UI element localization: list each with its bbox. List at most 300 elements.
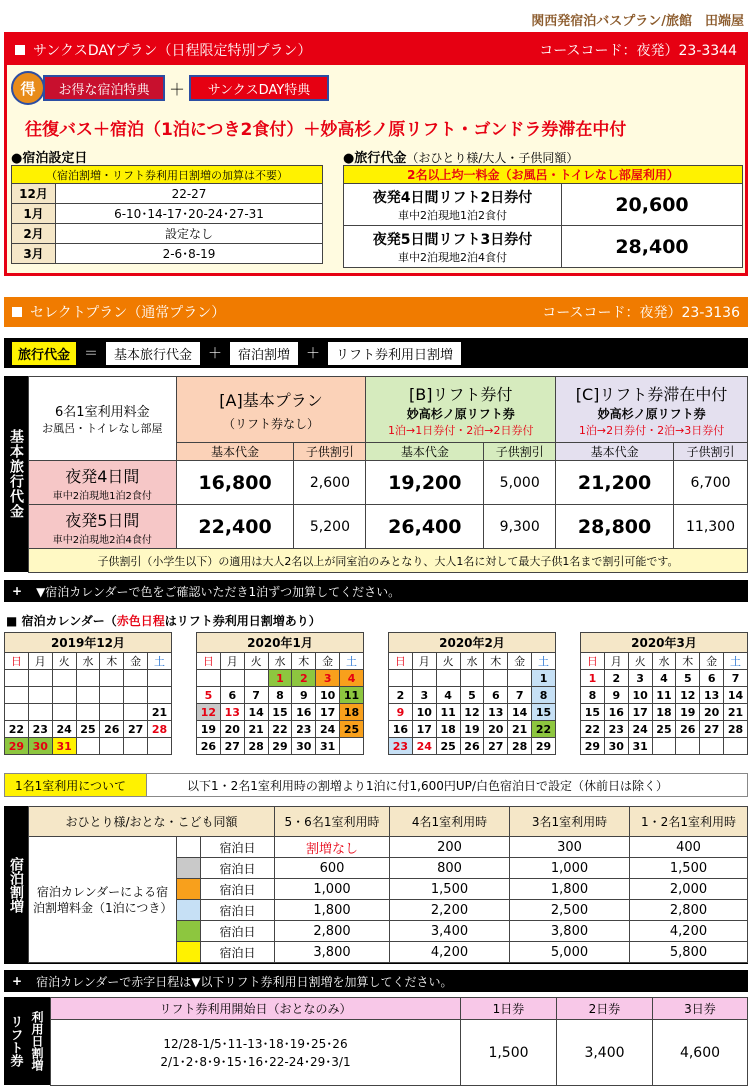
calendar-day: 21 xyxy=(244,721,268,738)
weekday-label: 日 xyxy=(197,653,221,670)
calendar-day: 31 xyxy=(52,738,76,755)
calendar-month xyxy=(196,632,364,755)
child-a: 2,600 xyxy=(294,461,366,505)
select-header xyxy=(4,297,748,327)
price-plan-name: 夜発4日間リフト2日券付 xyxy=(372,189,533,206)
price-c: 28,800 xyxy=(556,505,674,549)
child-c: 11,300 xyxy=(674,505,748,549)
calendar-day: 21 xyxy=(508,721,532,738)
surcharge-value: 1,800 xyxy=(275,900,390,921)
calendar-day: 6 xyxy=(484,687,508,704)
plus-sign: + xyxy=(12,974,23,988)
calendar-day xyxy=(100,670,124,687)
calendar-day: 3 xyxy=(316,670,340,687)
child-a: 5,200 xyxy=(294,505,366,549)
surcharge-value: 割増なし xyxy=(275,837,390,858)
weekday-label: 火 xyxy=(628,653,652,670)
dates-title: ●宿泊設定日 xyxy=(11,151,88,166)
month-days: 6-10･14-17･20-24･27-31 xyxy=(56,204,323,224)
calendar-day xyxy=(389,670,413,687)
equals-sign: ＝ xyxy=(84,346,99,362)
calendar-day: 16 xyxy=(604,704,628,721)
lift-dates: 12/28-1/5･11-13･18･19･25･26 xyxy=(163,1036,348,1051)
surcharge-value: 400 xyxy=(630,837,748,858)
calendar-day: 22 xyxy=(532,721,556,738)
calendar-day: 17 xyxy=(412,721,436,738)
calendar-day: 31 xyxy=(628,738,652,755)
child-c: 6,700 xyxy=(674,461,748,505)
select-title: セレクトプラン（通常プラン） xyxy=(12,302,225,322)
badge-thanksday: サンクスDAY特典 xyxy=(189,75,329,101)
child-note: 子供割引（小学生以下）の適用は大人2名以上が同室泊のみとなり、大人1名に対して最大子供1名まで割引可能です。 xyxy=(29,549,748,573)
surcharge-value: 1,000 xyxy=(510,858,630,879)
formula-base: 基本旅行代金 xyxy=(106,342,200,365)
plan-a-title: [A]基本プラン xyxy=(219,390,323,410)
calendar-day xyxy=(197,670,221,687)
calendar-instruction-bar xyxy=(4,580,748,602)
weekday-label: 金 xyxy=(316,653,340,670)
calendar-day: 13 xyxy=(484,704,508,721)
surcharge-label: 宿泊日 xyxy=(201,942,275,963)
calendar-day xyxy=(52,670,76,687)
calendar-day: 30 xyxy=(292,738,316,755)
surcharge-value: 4,200 xyxy=(630,921,748,942)
calendar-day: 28 xyxy=(244,738,268,755)
col-child: 子供割引 xyxy=(294,443,366,461)
surcharge-col: 4名1室利用時 xyxy=(390,807,510,837)
formula-stay: 宿泊割増 xyxy=(230,342,298,365)
plan-b-note: 1泊→1日券付・2泊→2日券付 xyxy=(388,423,534,437)
weekday-label: 土 xyxy=(340,653,364,670)
calendar-day xyxy=(5,687,29,704)
surcharge-col: 3名1室利用時 xyxy=(510,807,630,837)
calendar-day: 12 xyxy=(460,704,484,721)
corner-title: 6名1室利用料金 xyxy=(55,405,150,420)
calendar-day xyxy=(412,670,436,687)
weekday-label: 水 xyxy=(652,653,676,670)
child-b: 5,000 xyxy=(484,461,556,505)
calendar-day: 19 xyxy=(676,704,700,721)
plus-sign: ＋ xyxy=(306,346,321,362)
weekday-label: 月 xyxy=(604,653,628,670)
month-label: 12月 xyxy=(12,184,56,204)
lift-dates: 2/1･2･8･9･15･16･22-24･29･3/1 xyxy=(160,1054,351,1069)
calendar-day: 5 xyxy=(460,687,484,704)
lift-side-label: リフト券 xyxy=(7,1015,23,1067)
calendar-day: 27 xyxy=(220,738,244,755)
surcharge-label: 宿泊日 xyxy=(201,858,275,879)
surcharge-value: 1,000 xyxy=(275,879,390,900)
thanks-section xyxy=(4,32,748,276)
thanks-title: サンクスDAYプラン（日程限定特別プラン） xyxy=(15,40,311,60)
calendar-day: 6 xyxy=(700,670,724,687)
calendar-month xyxy=(580,632,748,755)
row-sub: 車中2泊現地1泊2食付 xyxy=(52,490,152,502)
calendar-day: 7 xyxy=(724,670,748,687)
surcharge-color-swatch xyxy=(177,942,201,963)
price-b: 19,200 xyxy=(366,461,484,505)
surcharge-value: 4,200 xyxy=(390,942,510,963)
surcharge-col: 5・6名1室利用時 xyxy=(275,807,390,837)
price-value: 28,400 xyxy=(562,226,743,268)
calendar-day: 27 xyxy=(484,738,508,755)
calendar-day: 26 xyxy=(197,738,221,755)
surcharge-value: 3,800 xyxy=(275,942,390,963)
base-price-table xyxy=(28,376,748,573)
calendar-day: 31 xyxy=(316,738,340,755)
lift-1day: 1,500 xyxy=(461,1020,557,1086)
single-room-text: 以下1・2名1室利用時の割増より1泊に付1,600円UP/白色宿泊日で設定（休前日は除く） xyxy=(187,778,668,793)
col-child: 子供割引 xyxy=(484,443,556,461)
calendar-day: 9 xyxy=(389,704,413,721)
calendar-day xyxy=(484,670,508,687)
calendar-day: 5 xyxy=(676,670,700,687)
surcharge-value: 2,000 xyxy=(630,879,748,900)
weekday-label: 火 xyxy=(52,653,76,670)
calendar-day: 7 xyxy=(508,687,532,704)
price-plan-name: 夜発5日間リフト3日券付 xyxy=(372,231,533,248)
lift-side-label2: 利用日割増 xyxy=(30,1011,44,1071)
calendar-day: 8 xyxy=(581,687,605,704)
weekday-label: 日 xyxy=(389,653,413,670)
calendar-day: 4 xyxy=(652,670,676,687)
badge-tokuten-icon: 得 xyxy=(11,71,45,105)
calendar-day xyxy=(676,738,700,755)
dates-table xyxy=(11,165,323,264)
calendar-day: 14 xyxy=(508,704,532,721)
calendar-day xyxy=(76,704,100,721)
calendar-day: 8 xyxy=(268,687,292,704)
lift-3day: 4,600 xyxy=(653,1020,748,1086)
calendar-day: 27 xyxy=(700,721,724,738)
calendar-day: 16 xyxy=(389,721,413,738)
price-plan-sub: 車中2泊現地2泊4食付 xyxy=(398,250,507,264)
lift-col-1day: 1日券 xyxy=(461,998,557,1020)
plan-b-sub: 妙高杉ノ原リフト券 xyxy=(406,406,515,421)
calendar-day xyxy=(100,687,124,704)
calendar-month-name: 2020年1月 xyxy=(197,633,364,653)
calendar-day: 14 xyxy=(724,687,748,704)
surcharge-label: 宿泊日 xyxy=(201,900,275,921)
calendar-month xyxy=(388,632,556,755)
dates-note: （宿泊割増・リフト券利用日割増の加算は不要） xyxy=(12,166,323,184)
calendar-day: 7 xyxy=(244,687,268,704)
thanks-header xyxy=(7,35,745,65)
calendar-day xyxy=(5,704,29,721)
surcharge-color-swatch xyxy=(177,921,201,942)
calendar-day xyxy=(124,704,148,721)
calendar-day: 22 xyxy=(268,721,292,738)
surcharge-value: 2,500 xyxy=(510,900,630,921)
calendar-day xyxy=(508,670,532,687)
price-table xyxy=(343,165,743,268)
calendar-month xyxy=(4,632,172,755)
calendar-day xyxy=(76,687,100,704)
plan-a-sub: （リフト券なし） xyxy=(223,416,320,431)
calendar-day: 6 xyxy=(220,687,244,704)
col-base: 基本代金 xyxy=(556,443,674,461)
calendar-day: 24 xyxy=(52,721,76,738)
calendar-day: 28 xyxy=(148,721,172,738)
calendar-day: 19 xyxy=(460,721,484,738)
lift-col-3day: 3日券 xyxy=(653,998,748,1020)
weekday-label: 水 xyxy=(268,653,292,670)
calendar-day: 15 xyxy=(581,704,605,721)
calendar-day: 25 xyxy=(340,721,364,738)
calendar-day xyxy=(652,738,676,755)
calendar-month-name: 2020年3月 xyxy=(581,633,748,653)
calendar-day: 18 xyxy=(652,704,676,721)
col-base: 基本代金 xyxy=(176,443,294,461)
calendar-day: 2 xyxy=(292,670,316,687)
calendar-day xyxy=(436,670,460,687)
calendar-day: 16 xyxy=(292,704,316,721)
surcharge-value: 2,800 xyxy=(275,921,390,942)
price-a: 22,400 xyxy=(176,505,294,549)
base-price-side-label: 基本旅行代金 xyxy=(8,429,24,519)
calendar-day: 20 xyxy=(484,721,508,738)
calendar-day: 23 xyxy=(292,721,316,738)
calendar-day: 21 xyxy=(148,704,172,721)
price-value: 20,600 xyxy=(562,184,743,226)
calendar-day: 22 xyxy=(581,721,605,738)
row-sub: 車中2泊現地2泊4食付 xyxy=(52,534,152,546)
calendar-day xyxy=(100,704,124,721)
calendar-day: 26 xyxy=(100,721,124,738)
calendar-day: 10 xyxy=(412,704,436,721)
calendar-day: 24 xyxy=(628,721,652,738)
weekday-label: 土 xyxy=(724,653,748,670)
calendar-day: 4 xyxy=(436,687,460,704)
calendar-day: 17 xyxy=(316,704,340,721)
weekday-label: 金 xyxy=(124,653,148,670)
calendar-day: 23 xyxy=(389,738,413,755)
weekday-label: 火 xyxy=(436,653,460,670)
thanks-headline: 往復バス＋宿泊（1泊につき2食付）＋妙高杉ノ原リフト・ゴンドラ券滞在中付 xyxy=(25,120,627,140)
calendar-day: 1 xyxy=(581,670,605,687)
surcharge-value: 5,000 xyxy=(510,942,630,963)
calendar-day: 29 xyxy=(532,738,556,755)
weekday-label: 水 xyxy=(76,653,100,670)
calendar-day: 17 xyxy=(628,704,652,721)
calendar-day: 15 xyxy=(532,704,556,721)
calendar-day: 27 xyxy=(124,721,148,738)
calendar-day xyxy=(28,704,52,721)
calendar-month-name: 2020年2月 xyxy=(389,633,556,653)
month-days: 2-6･8-19 xyxy=(56,244,323,264)
weekday-label: 月 xyxy=(220,653,244,670)
calendar-day: 2 xyxy=(604,670,628,687)
calendar-day: 29 xyxy=(5,738,29,755)
weekday-label: 水 xyxy=(460,653,484,670)
base-price-block xyxy=(4,376,748,572)
calendar-day: 9 xyxy=(604,687,628,704)
lift-head: リフト券利用開始日（おとなのみ） xyxy=(51,998,461,1020)
surcharge-value: 1,500 xyxy=(630,858,748,879)
surcharge-label: 宿泊日 xyxy=(201,837,275,858)
calendar-day xyxy=(5,670,29,687)
calendar-day: 20 xyxy=(700,704,724,721)
calendar-day: 25 xyxy=(76,721,100,738)
calendar-day: 24 xyxy=(316,721,340,738)
calendar-day: 15 xyxy=(268,704,292,721)
calendar-day xyxy=(340,738,364,755)
surcharge-color-swatch xyxy=(177,837,201,858)
weekday-label: 木 xyxy=(100,653,124,670)
weekday-label: 土 xyxy=(148,653,172,670)
price-title: ●旅行代金（おひとり様/大人・子供同額） xyxy=(343,151,579,166)
single-room-bar xyxy=(4,773,748,797)
calendar-day xyxy=(148,670,172,687)
weekday-label: 金 xyxy=(508,653,532,670)
surcharge-value: 5,800 xyxy=(630,942,748,963)
price-a: 16,800 xyxy=(176,461,294,505)
calendar-day: 28 xyxy=(724,721,748,738)
calendar-day xyxy=(28,670,52,687)
corner-sub: お風呂・トイレなし部屋 xyxy=(42,422,163,435)
calendar-day xyxy=(124,738,148,755)
calendar-day: 23 xyxy=(28,721,52,738)
formula-total: 旅行代金 xyxy=(12,342,76,365)
badge-otoku: お得な宿泊特典 xyxy=(43,75,165,101)
weekday-label: 日 xyxy=(581,653,605,670)
calendar-day xyxy=(124,687,148,704)
calendar-day: 3 xyxy=(412,687,436,704)
month-label: 2月 xyxy=(12,224,56,244)
calendar-day xyxy=(76,670,100,687)
lift-col-2day: 2日券 xyxy=(557,998,653,1020)
calendar-day: 28 xyxy=(508,738,532,755)
col-child: 子供割引 xyxy=(674,443,748,461)
calendar-day: 29 xyxy=(268,738,292,755)
plan-b-title: [B]リフト券付 xyxy=(409,384,513,404)
calendar-day: 8 xyxy=(532,687,556,704)
plus-sign: + xyxy=(12,584,23,598)
weekday-label: 火 xyxy=(244,653,268,670)
calendar-day xyxy=(148,687,172,704)
plan-c-title: [C]リフト券滞在中付 xyxy=(575,384,728,404)
calendar-day: 21 xyxy=(724,704,748,721)
calendar-day xyxy=(460,670,484,687)
calendar-day: 20 xyxy=(220,721,244,738)
calendar-day: 29 xyxy=(581,738,605,755)
calendar-instruction: ▼宿泊カレンダーで色をご確認いただき1泊ずつ加算してください。 xyxy=(36,584,401,599)
calendar-title: ■ 宿泊カレンダー（赤色日程はリフト券利用日割増あり） xyxy=(6,614,321,628)
calendar-day: 25 xyxy=(436,738,460,755)
lift-instruction-bar xyxy=(4,970,748,992)
calendar-day: 18 xyxy=(436,721,460,738)
calendar-month-name: 2019年12月 xyxy=(5,633,172,653)
calendar-day: 10 xyxy=(316,687,340,704)
calendar-day xyxy=(28,687,52,704)
calendar-day: 12 xyxy=(676,687,700,704)
thanks-course-code: コースコード：夜発）23-3344 xyxy=(539,43,737,59)
weekday-label: 月 xyxy=(28,653,52,670)
surcharge-color-swatch xyxy=(177,858,201,879)
surcharge-value: 3,400 xyxy=(390,921,510,942)
surcharge-table xyxy=(28,806,748,963)
calendar-day: 13 xyxy=(700,687,724,704)
weekday-label: 木 xyxy=(484,653,508,670)
surcharge-color-swatch xyxy=(177,900,201,921)
price-note: 2名以上均一料金（お風呂・トイレなし部屋利用） xyxy=(344,166,743,184)
calendar-day: 1 xyxy=(532,670,556,687)
calendar-day xyxy=(52,687,76,704)
calendar-day: 9 xyxy=(292,687,316,704)
surcharge-value: 1,800 xyxy=(510,879,630,900)
surcharge-color-swatch xyxy=(177,879,201,900)
calendar-day: 18 xyxy=(340,704,364,721)
month-days: 22-27 xyxy=(56,184,323,204)
select-course-code: コースコード：夜発）23-3136 xyxy=(542,305,740,321)
calendar-day: 19 xyxy=(197,721,221,738)
calendar-day: 23 xyxy=(604,721,628,738)
plan-c-sub: 妙高杉ノ原リフト券 xyxy=(597,406,706,421)
calendar-day: 4 xyxy=(340,670,364,687)
month-days: 設定なし xyxy=(56,224,323,244)
weekday-label: 土 xyxy=(532,653,556,670)
plus-sign: ＋ xyxy=(169,80,186,99)
calendar-day xyxy=(124,670,148,687)
surcharge-block xyxy=(4,806,748,964)
brand-title: 関西発宿泊バスプラン/旅館 田端屋 xyxy=(531,14,744,29)
lift-instruction: 宿泊カレンダーで赤字日程は▼以下リフト券利用日割増を加算してください。 xyxy=(36,974,453,989)
single-room-label: 1名1室利用について xyxy=(5,774,147,796)
surcharge-value: 800 xyxy=(390,858,510,879)
calendar-day xyxy=(724,738,748,755)
calendar-day: 3 xyxy=(628,670,652,687)
calendar-day: 24 xyxy=(412,738,436,755)
calendar-day xyxy=(244,670,268,687)
surcharge-value: 1,500 xyxy=(390,879,510,900)
price-c: 21,200 xyxy=(556,461,674,505)
calendar-day: 1 xyxy=(268,670,292,687)
calendar-day: 26 xyxy=(676,721,700,738)
col-base: 基本代金 xyxy=(366,443,484,461)
surcharge-side-label: 宿泊割増 xyxy=(8,857,24,913)
surcharge-col: 1・2名1室利用時 xyxy=(630,807,748,837)
calendar-day: 5 xyxy=(197,687,221,704)
lift-block xyxy=(4,997,748,1085)
surcharge-label: 宿泊日 xyxy=(201,879,275,900)
calendar-day: 11 xyxy=(340,687,364,704)
surcharge-value: 200 xyxy=(390,837,510,858)
surcharge-value: 2,800 xyxy=(630,900,748,921)
calendar-day: 30 xyxy=(604,738,628,755)
calendar-day: 14 xyxy=(244,704,268,721)
calendar-day xyxy=(700,738,724,755)
calendar-day: 26 xyxy=(460,738,484,755)
surcharge-value: 600 xyxy=(275,858,390,879)
calendar-day: 13 xyxy=(220,704,244,721)
formula-lift: リフト券利用日割増 xyxy=(328,342,461,365)
lift-2day: 3,400 xyxy=(557,1020,653,1086)
calendar-day: 30 xyxy=(28,738,52,755)
calendar-day xyxy=(100,738,124,755)
weekday-label: 日 xyxy=(5,653,29,670)
calendar-day: 11 xyxy=(652,687,676,704)
weekday-label: 木 xyxy=(676,653,700,670)
month-label: 3月 xyxy=(12,244,56,264)
calendar-day: 2 xyxy=(389,687,413,704)
calendar-day: 11 xyxy=(436,704,460,721)
row-name: 夜発5日間 xyxy=(65,510,140,530)
surcharge-value: 2,200 xyxy=(390,900,510,921)
surcharge-value: 3,800 xyxy=(510,921,630,942)
row-name: 夜発4日間 xyxy=(65,466,140,486)
calendar-day: 22 xyxy=(5,721,29,738)
price-b: 26,400 xyxy=(366,505,484,549)
